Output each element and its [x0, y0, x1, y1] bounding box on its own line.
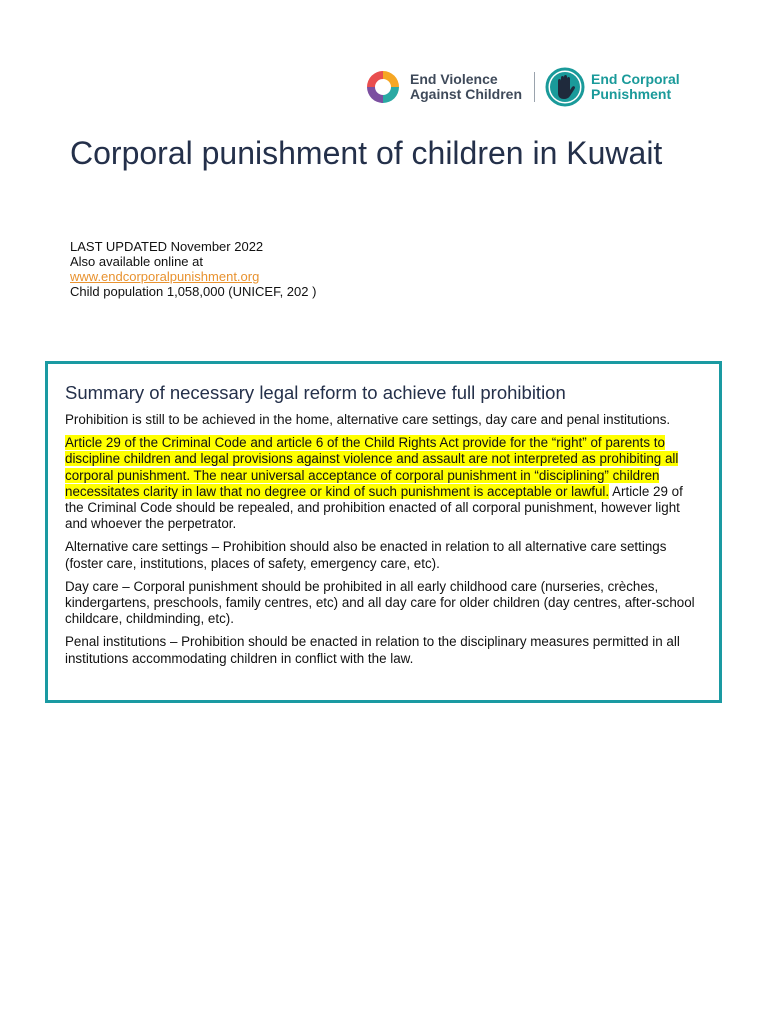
evac-emblem-icon [364, 68, 402, 106]
evac-logo [364, 66, 522, 108]
summary-home-rest: Article 29 of the Criminal Code should be repealed, and prohibition enacted of all corporal punishment, however light and whoever the perpetrator. [65, 483, 683, 532]
page-title: Corporal punishment of children in Kuwait [70, 135, 663, 171]
ecp-logo [545, 66, 680, 108]
summary-penal: Penal institutions – Prohibition should be enacted in relation to the disciplinary measures permitted in all institutions accommodating children in conflict with the law. [65, 634, 680, 666]
highlighted-text: Article 29 of the Criminal Code and article 6 of the Child Rights Act provide for the “right” of parents to discipline children and legal provisions against violence and assault are not interpreted as prohibiting all corporal punishment. The near universal acceptance of corporal punishment in “disciplining” children necessitates clarity in law that no degree or kind of such punishment is acceptable or lawful. [65, 435, 679, 499]
summary-box [45, 361, 722, 703]
summary-home [65, 435, 705, 532]
ecp-line-2: Punishment [591, 86, 672, 102]
summary-heading: Summary of necessary legal reform to achieve full prohibition [65, 382, 566, 403]
document-meta [70, 239, 570, 299]
child-population: Child population 1,058,000 (UNICEF, 202 ) [70, 284, 317, 299]
header-logos [364, 66, 704, 108]
website-link[interactable]: www.endcorporalpunishment.org [70, 269, 260, 284]
summary-day-care: Day care – Corporal punishment should be prohibited in all early childhood care (nurseries, crèches, kindergartens, preschools, family centres, etc) and all day care for older children (day centres, after-school childcare, childminding, etc). [65, 578, 695, 627]
last-updated: LAST UPDATED November 2022 [70, 239, 264, 254]
logo-divider [534, 72, 535, 102]
evac-line-2: Against Children [410, 86, 523, 102]
hand-emblem-icon [545, 67, 585, 107]
summary-alternative-care: Alternative care settings – Prohibition should also be enacted in relation to all alternative care settings (foster care, institutions, places of safety, emergency care, etc). [65, 539, 667, 571]
ecp-line-1: End Corporal [591, 71, 680, 87]
evac-line-1: End Violence [410, 71, 498, 87]
summary-intro: Prohibition is still to be achieved in the home, alternative care settings, day care and penal institutions. [65, 412, 671, 427]
available-online-label: Also available online at [70, 254, 203, 269]
